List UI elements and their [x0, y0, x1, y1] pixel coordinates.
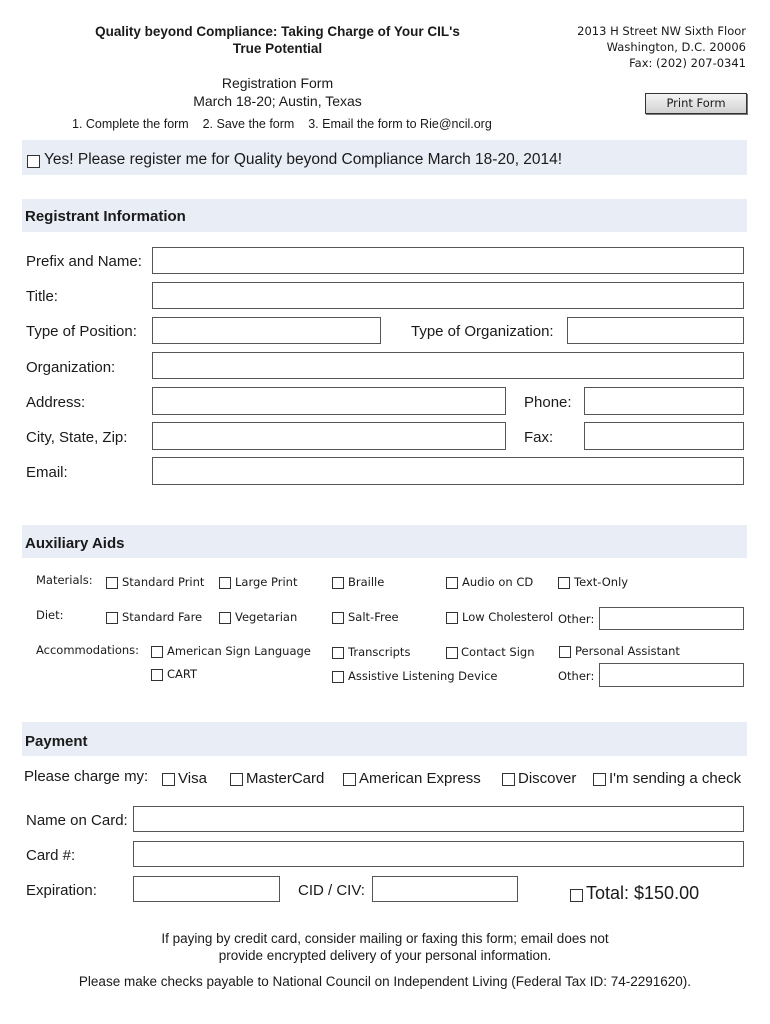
phone-label: Phone:: [524, 394, 572, 411]
registrant-heading: Registrant Information: [25, 208, 186, 225]
address-input[interactable]: [152, 387, 506, 415]
braille-label: Braille: [348, 575, 385, 589]
aux-heading-band: [22, 525, 747, 558]
city-state-zip-label: City, State, Zip:: [26, 429, 128, 446]
print-form-button[interactable]: Print Form: [645, 93, 747, 114]
register-checkbox[interactable]: [27, 155, 40, 168]
mastercard-checkbox[interactable]: [230, 773, 243, 786]
expiration-label: Expiration:: [26, 882, 97, 899]
prefix-name-input[interactable]: [152, 247, 744, 274]
footer-note-line2: provide encrypted delivery of your personal information.: [218, 948, 552, 963]
large-print-label: Large Print: [235, 575, 298, 589]
asl-checkbox[interactable]: [151, 646, 163, 658]
name-on-card-label: Name on Card:: [26, 812, 128, 829]
assistive-listening-label: Assistive Listening Device: [348, 669, 498, 683]
total-amount: Total: $150.00: [586, 883, 700, 903]
register-label: Yes! Please register me for Quality beyond Compliance March 18-20, 2014!: [44, 151, 563, 168]
footer-checks-note: Please make checks payable to National Council on Independent Living (Federal Tax ID: 74-2291620).: [78, 974, 692, 989]
address-label: Address:: [26, 394, 86, 411]
payment-heading-band: [22, 722, 747, 756]
title-input[interactable]: [152, 282, 744, 309]
fax-input[interactable]: [584, 422, 744, 450]
name-on-card-input[interactable]: [133, 806, 744, 832]
form-label: Registration Form: [221, 75, 334, 91]
discover-checkbox[interactable]: [502, 773, 515, 786]
mastercard-label: MasterCard: [246, 770, 325, 787]
address-line1: 2013 H Street NW Sixth Floor: [577, 24, 746, 38]
cid-input[interactable]: [372, 876, 518, 902]
aux-heading: Auxiliary Aids: [25, 535, 125, 552]
salt-free-label: Salt-Free: [348, 610, 399, 624]
standard-print-label: Standard Print: [122, 575, 205, 589]
accommodations-label: Accommodations:: [36, 643, 140, 657]
diet-other-input[interactable]: [599, 607, 744, 630]
materials-label: Materials:: [36, 573, 93, 587]
braille-checkbox[interactable]: [332, 577, 344, 589]
contact-sign-checkbox[interactable]: [446, 647, 458, 659]
type-organization-label: Type of Organization:: [411, 323, 554, 340]
text-only-checkbox[interactable]: [558, 577, 570, 589]
event-title-line1: Quality beyond Compliance: Taking Charge of Your CIL's: [95, 24, 460, 39]
fax-label: Fax:: [524, 429, 554, 446]
transcripts-label: Transcripts: [348, 645, 411, 659]
organization-label: Organization:: [26, 359, 116, 376]
audio-cd-label: Audio on CD: [462, 575, 534, 589]
vegetarian-label: Vegetarian: [235, 610, 298, 624]
check-checkbox[interactable]: [593, 773, 606, 786]
email-input[interactable]: [152, 457, 744, 485]
type-organization-input[interactable]: [567, 317, 744, 344]
vegetarian-checkbox[interactable]: [219, 612, 231, 624]
contact-sign-label: Contact Sign: [461, 645, 535, 659]
check-label: I'm sending a check: [609, 770, 742, 787]
discover-label: Discover: [518, 770, 577, 787]
total-checkbox[interactable]: [570, 889, 583, 902]
visa-checkbox[interactable]: [162, 773, 175, 786]
prefix-name-label: Prefix and Name:: [26, 253, 142, 270]
card-number-input[interactable]: [133, 841, 744, 867]
card-number-label: Card #:: [26, 847, 76, 864]
standard-fare-checkbox[interactable]: [106, 612, 118, 624]
organization-input[interactable]: [152, 352, 744, 379]
low-cholesterol-checkbox[interactable]: [446, 612, 458, 624]
assistive-listening-checkbox[interactable]: [332, 671, 344, 683]
city-state-zip-input[interactable]: [152, 422, 506, 450]
amex-checkbox[interactable]: [343, 773, 356, 786]
instructions: 1. Complete the form 2. Save the form 3. Email the form to Rie@ncil.org: [72, 117, 492, 131]
event-date: March 18-20; Austin, Texas: [193, 93, 362, 109]
diet-other-label: Other:: [558, 612, 595, 626]
expiration-input[interactable]: [133, 876, 280, 902]
type-position-input[interactable]: [152, 317, 381, 344]
audio-cd-checkbox[interactable]: [446, 577, 458, 589]
standard-fare-label: Standard Fare: [122, 610, 203, 624]
cart-checkbox[interactable]: [151, 669, 163, 681]
cid-label: CID / CIV:: [298, 882, 365, 899]
email-label: Email:: [26, 464, 68, 481]
diet-label: Diet:: [36, 608, 64, 622]
type-position-label: Type of Position:: [26, 323, 137, 340]
address-line2: Washington, D.C. 20006: [606, 40, 746, 54]
large-print-checkbox[interactable]: [219, 577, 231, 589]
accommodations-other-input[interactable]: [599, 663, 744, 687]
event-title-line2: True Potential: [232, 41, 323, 56]
transcripts-checkbox[interactable]: [332, 647, 344, 659]
standard-print-checkbox[interactable]: [106, 577, 118, 589]
low-cholesterol-label: Low Cholesterol: [462, 610, 554, 624]
footer-note-line1: If paying by credit card, consider mailing or faxing this form; email does not: [161, 931, 609, 946]
salt-free-checkbox[interactable]: [332, 612, 344, 624]
phone-input[interactable]: [584, 387, 744, 415]
personal-assistant-checkbox[interactable]: [559, 646, 571, 658]
title-label: Title:: [26, 288, 58, 305]
accommodations-other-label: Other:: [558, 669, 595, 683]
visa-label: Visa: [178, 770, 207, 787]
charge-label: Please charge my:: [24, 768, 149, 785]
text-only-label: Text-Only: [574, 575, 629, 589]
payment-heading: Payment: [25, 733, 88, 750]
amex-label: American Express: [359, 770, 481, 787]
fax-number: Fax: (202) 207-0341: [629, 56, 746, 70]
asl-label: American Sign Language: [167, 644, 311, 658]
personal-assistant-label: Personal Assistant: [575, 644, 680, 658]
cart-label: CART: [167, 667, 198, 681]
